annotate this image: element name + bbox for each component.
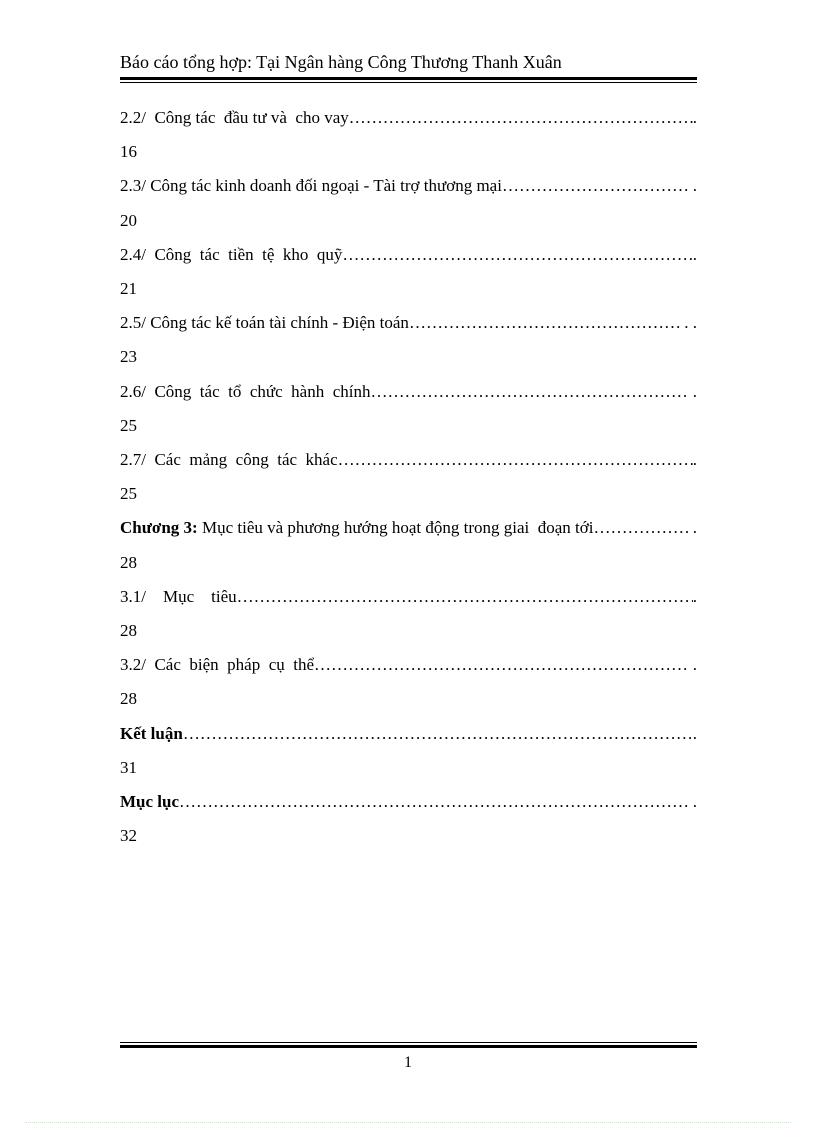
toc-leader-end: . — [692, 450, 697, 470]
toc-leader-end: . — [688, 381, 697, 401]
page-number: 1 — [404, 1054, 412, 1071]
toc-leader-end: . — [688, 655, 697, 675]
toc-page-number: 32 — [120, 826, 137, 846]
toc-entry-label: 3.1/ Mục tiêu — [120, 586, 237, 606]
toc-dot-leader — [338, 443, 693, 477]
toc-entry-title — [120, 238, 342, 272]
toc-dot-leader — [179, 785, 688, 819]
toc-entry[interactable] — [120, 511, 697, 579]
toc-entry[interactable] — [120, 785, 697, 853]
toc-entry[interactable] — [120, 443, 697, 511]
toc-page-number: 25 — [120, 484, 137, 504]
toc-entry-label: 2.4/ Công tác tiền tệ kho quỹ — [120, 244, 343, 264]
toc-page-number: 31 — [120, 757, 137, 777]
toc-page-number: 25 — [120, 415, 137, 435]
toc-leader-end: . — [692, 108, 697, 127]
table-of-contents — [120, 101, 697, 853]
toc-leader-end: . — [692, 244, 697, 264]
toc-entry-line — [120, 238, 697, 272]
toc-entry-title — [120, 443, 338, 477]
toc-dot-leader — [183, 717, 693, 751]
toc-entry-label: 2.6/ Công tác tổ chức hành chính — [120, 381, 371, 401]
toc-dot-leader — [409, 306, 680, 340]
toc-entry-bold-title: Chương 3: — [120, 518, 198, 538]
toc-entry-line — [120, 169, 697, 203]
toc-page-number: 23 — [120, 347, 137, 367]
toc-page-number: 16 — [120, 142, 137, 162]
toc-entry-title — [120, 306, 409, 340]
toc-leader-end: . . — [680, 313, 697, 333]
toc-entry-line — [120, 306, 697, 340]
toc-entry-title — [120, 717, 183, 751]
toc-entry-line — [120, 717, 697, 751]
toc-entry-label: 2.5/ Công tác kế toán tài chính - Điện toán — [120, 313, 409, 333]
toc-entry-title — [120, 648, 314, 682]
toc-entry-title — [120, 580, 237, 614]
toc-leader-end: . — [688, 792, 697, 812]
toc-entry[interactable] — [120, 101, 697, 169]
header-rule-thick — [120, 77, 697, 80]
toc-entry-title — [120, 511, 593, 545]
toc-leader-end: . — [688, 518, 697, 538]
toc-entry[interactable] — [120, 169, 697, 237]
toc-dot-leader — [237, 580, 693, 614]
toc-dot-leader — [314, 648, 688, 682]
header-rule-thin — [120, 82, 697, 83]
toc-entry-label: 2.7/ Các mảng công tác khác — [120, 450, 338, 470]
toc-entry-title — [120, 169, 502, 203]
toc-leader-end: . — [692, 723, 697, 743]
page-header — [120, 50, 697, 83]
toc-entry-bold-title: Kết luận — [120, 723, 183, 743]
toc-entry-bold-title: Mục lục — [120, 792, 180, 812]
toc-leader-end: . — [688, 176, 697, 196]
toc-page-number: 28 — [120, 552, 137, 572]
toc-entry-line — [120, 443, 697, 477]
toc-entry-title — [120, 785, 179, 819]
toc-entry-line — [120, 648, 697, 682]
toc-entry[interactable] — [120, 375, 697, 443]
toc-page-number: 28 — [120, 689, 137, 709]
toc-entry-title — [120, 101, 349, 135]
toc-entry[interactable] — [120, 648, 697, 716]
toc-dot-leader — [502, 169, 689, 203]
toc-entry-label: Mục tiêu và phương hướng hoạt động trong giai đoạn tới — [197, 518, 594, 538]
toc-entry-label: 3.2/ Các biện pháp cụ thể — [120, 655, 315, 675]
toc-entry-line — [120, 580, 697, 614]
toc-leader-end: . — [692, 586, 697, 606]
footer-rule-thin — [120, 1042, 697, 1043]
toc-page-number: 20 — [120, 210, 137, 230]
toc-entry[interactable] — [120, 306, 697, 374]
toc-page-number: 21 — [120, 279, 137, 299]
footer-rule-thick — [120, 1045, 697, 1048]
toc-entry-line — [120, 375, 697, 409]
toc-dot-leader — [370, 375, 688, 409]
page-footer — [120, 1042, 697, 1048]
toc-entry[interactable] — [120, 238, 697, 306]
toc-entry-label: 2.3/ Công tác kinh doanh đối ngoại - Tài trợ thương mại — [120, 176, 502, 196]
toc-entry-line — [120, 101, 697, 135]
header-title: Báo cáo tổng hợp: Tại Ngân hàng Công Thương Thanh Xuân — [120, 52, 562, 72]
toc-entry[interactable] — [120, 717, 697, 785]
toc-entry-label: 2.2/ Công tác đầu tư và cho vay — [120, 108, 349, 127]
toc-dot-leader — [349, 101, 693, 135]
toc-entry-line — [120, 785, 697, 819]
toc-entry[interactable] — [120, 580, 697, 648]
toc-dot-leader — [593, 511, 688, 545]
toc-entry-title — [120, 375, 370, 409]
toc-page-number: 28 — [120, 621, 137, 641]
toc-entry-line — [120, 511, 697, 545]
toc-dot-leader — [342, 238, 692, 272]
